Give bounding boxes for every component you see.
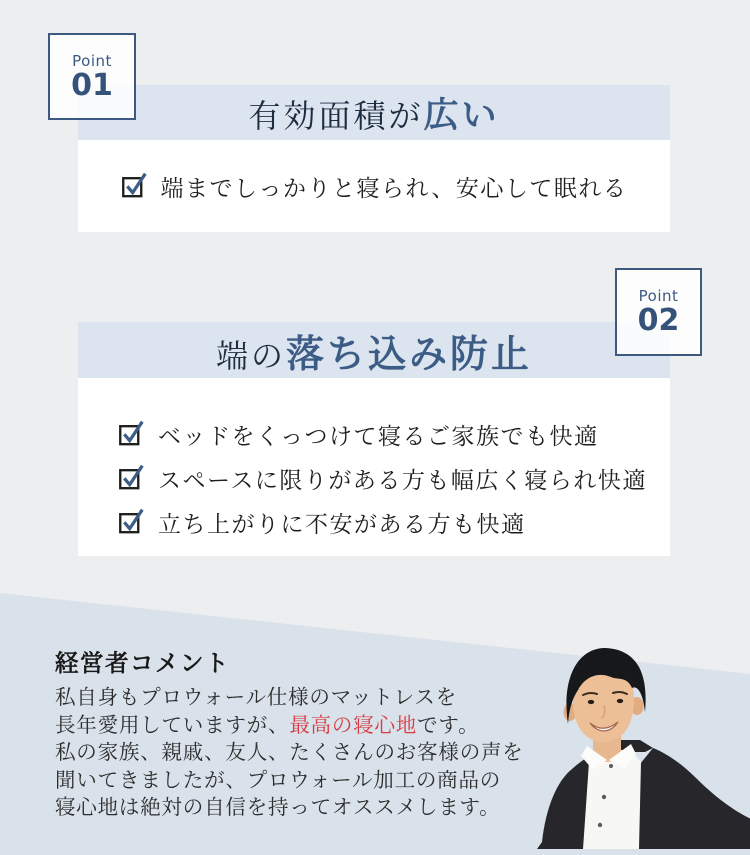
comment-line-1: 私自身もプロウォール仕様のマットレスを	[55, 685, 458, 709]
checkbox-checked-icon	[118, 463, 145, 490]
suit-jacket	[537, 740, 750, 849]
check-item	[118, 420, 670, 448]
point-label: Point	[638, 287, 679, 306]
heading-band-2	[78, 322, 670, 378]
point-number: 02	[637, 303, 680, 339]
check-item-label: スペースに限りがある方も幅広く寝られ快適	[158, 467, 647, 494]
point-badge-1	[48, 33, 136, 120]
checkbox-checked-icon	[121, 171, 148, 198]
face	[564, 648, 646, 742]
comment-line-2-post: です。	[417, 712, 480, 737]
comment-line-4: 聞いてきましたが、プロウォール加工の商品の	[55, 767, 502, 792]
heading-2-emphasis: 落ち込み防止	[286, 330, 533, 376]
point-number: 01	[71, 67, 113, 103]
feature-box-2	[78, 378, 670, 556]
section-2-heading	[216, 323, 532, 378]
check-item	[118, 464, 670, 492]
checkbox-checked-icon	[118, 419, 145, 446]
point-label: Point	[72, 51, 112, 70]
comment-line-3: 私の家族、親戚、友人、たくさんのお客様の声を	[55, 740, 524, 764]
check-item-label: 立ち上がりに不安がある方も快適	[158, 511, 526, 538]
comment-line-5: 寝心地は絶対の自信を持ってオススメします。	[55, 795, 501, 819]
check-item-label: 端までしっかりと寝られ、安心して眠れる	[160, 175, 628, 202]
check-item	[118, 508, 670, 536]
comment-line-2-pre: 長年愛用していますが、	[55, 712, 290, 737]
comment-line-2-highlight: 最高の寝心地	[289, 712, 418, 737]
feature-box-1	[78, 140, 670, 232]
checkbox-checked-icon	[118, 507, 145, 534]
ceo-comment-text	[55, 684, 524, 822]
point-badge-2	[615, 268, 702, 356]
heading-1-emphasis: 広い	[423, 94, 500, 136]
ceo-comment-heading: 経営者コメント	[55, 649, 230, 677]
heading-2-regular: 端の	[215, 336, 286, 375]
heading-band-1	[78, 85, 670, 140]
ceo-photo	[537, 644, 750, 849]
check-item-label: ベッドをくっつけて寝るご家族でも快適	[158, 423, 599, 450]
section-1-heading	[248, 88, 499, 138]
heading-1-regular: 有効面積が	[248, 96, 424, 135]
check-item	[121, 172, 628, 200]
